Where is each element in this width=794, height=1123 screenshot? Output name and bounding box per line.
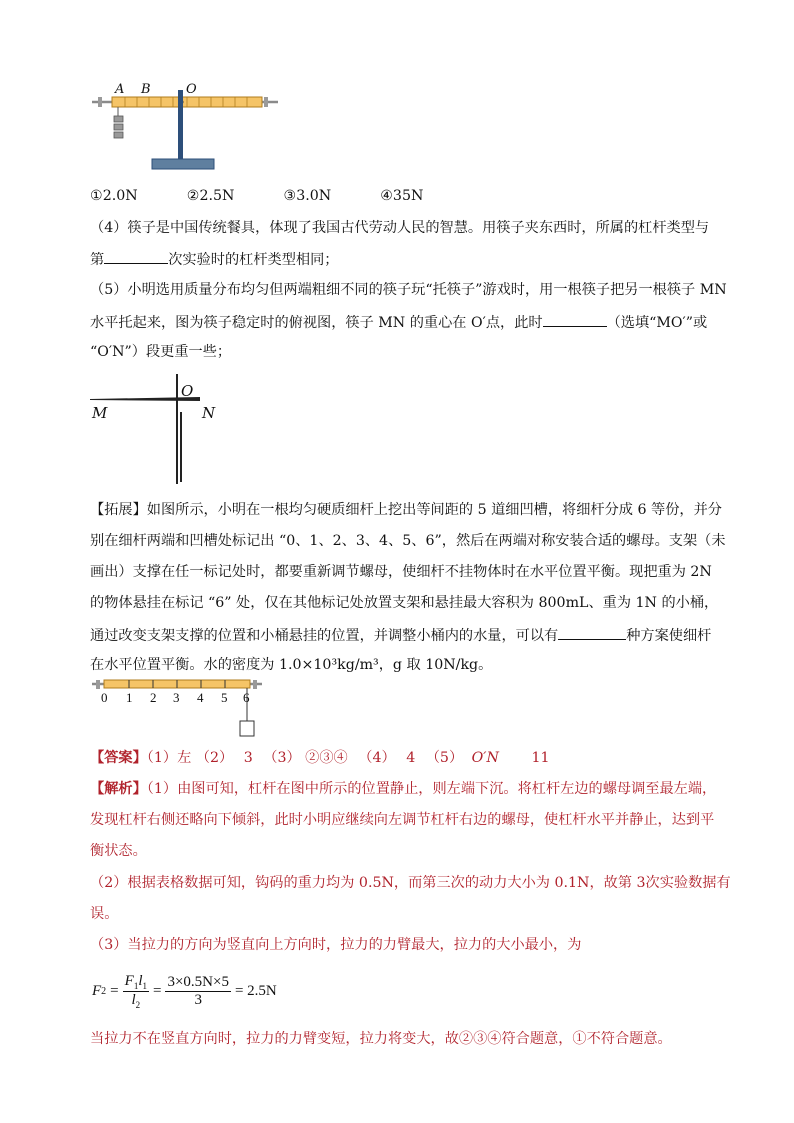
label-o: O	[186, 82, 197, 97]
answer-tag: 【答案】	[90, 750, 147, 766]
q5-line3: “O′N”）段更重一些；	[90, 344, 232, 360]
formula-lhs: F	[92, 982, 102, 999]
extension-line6: 在水平位置平衡。水的密度为 1.0×10³kg/m³，g 取 10N/kg。	[90, 657, 493, 673]
answer-part5: （5）	[425, 750, 464, 766]
extension-line5-pre: 通过改变支架支撑的位置和小桶悬挂的位置，并调整小桶内的水量，可以有	[90, 628, 559, 644]
formula-eq3: = 2.5N	[234, 982, 277, 999]
answer-part3: （3）	[263, 750, 301, 766]
answer-part4: （4）	[358, 750, 396, 766]
q4-line2-pre: 第	[90, 252, 105, 268]
figure-graduated-rod	[90, 677, 270, 739]
formula-eq2: =	[152, 982, 162, 999]
mark-0: 0	[101, 690, 108, 705]
formula-num-b: 3×0.5N×5	[167, 973, 229, 990]
answer-part3-value: ②③④	[305, 750, 348, 766]
mark-5: 5	[221, 690, 228, 705]
mark-2: 2	[150, 690, 157, 705]
figure-chopsticks	[90, 372, 230, 487]
answer-line	[90, 748, 550, 768]
formula-den: l	[131, 991, 136, 1008]
label-b: B	[141, 82, 151, 97]
answer-part2-value: 3	[243, 750, 253, 766]
analysis-line2: 发现杠杆右侧还略向下倾斜，此时小明应继续向左调节杠杆右边的螺母，使杠杆水平并静止，达到平	[90, 812, 715, 828]
q5-answer-blank[interactable]	[543, 311, 607, 327]
mark-6: 6	[243, 690, 250, 705]
mark-3: 3	[173, 690, 180, 705]
extension-line5	[90, 624, 711, 646]
formula-lhs-sub: 2	[101, 985, 107, 997]
extension-answer-blank[interactable]	[558, 624, 626, 640]
mark-1: 1	[126, 690, 133, 705]
analysis-line3: 衡状态。	[90, 843, 147, 859]
answer-part1: （1）左	[146, 750, 192, 766]
q5-line2	[90, 311, 707, 333]
options-line	[90, 186, 423, 206]
option-4: ④35N	[380, 188, 424, 204]
formula-num: F	[124, 972, 134, 989]
formula-den-b: 3	[194, 991, 202, 1008]
answer-part5-value: O′N	[471, 750, 499, 766]
analysis-line4: （2）根据表格数据可知，钩码的重力均为 0.5N，而第三次的动力大小为 0.1N，故第 3次实验数据有	[90, 875, 731, 891]
extension-line5-post: 种方案使细杆	[626, 628, 712, 644]
q4-answer-blank[interactable]	[104, 248, 168, 264]
q4-line1: （4）筷子是中国传统餐具，体现了我国古代劳动人民的智慧。用筷子夹东西时，所属的杠杆类型与	[90, 220, 710, 236]
formula-frac-b	[165, 974, 231, 1009]
chopsticks-drawing	[90, 372, 230, 487]
analysis-l1: （1）由图可知，杠杆在图中所示的位置静止，则左端下沉。将杠杆左边的螺母调至最左端，	[146, 781, 717, 797]
option-3: ③3.0N	[283, 188, 332, 204]
extension-line4: 的物体悬挂在标记 “6” 处，仅在其他标记处放置支架和悬挂最大容积为 800mL、重为 1N 的小桶，	[90, 595, 719, 611]
extension-line1: 【拓展】如图所示，小明在一根均匀硬质细杆上挖出等间距的 5 道细凹槽，将细杆分成 6 等份，并分	[90, 502, 722, 518]
answer-part6-value: 11	[531, 750, 550, 766]
formula-f2	[92, 968, 277, 1014]
mark-4: 4	[197, 690, 204, 705]
label-m: M	[92, 404, 108, 422]
figure-lever-stand	[90, 80, 280, 175]
graduated-rod-drawing	[90, 677, 270, 739]
formula-frac-a: $\frac{F_1l_1}{l_2}$	[124, 972, 147, 1010]
label-n: N	[202, 404, 216, 422]
q5-line1: （5）小明选用质量分布均匀但两端粗细不同的筷子玩“托筷子”游戏时，用一根筷子把另一根筷子 MN	[90, 282, 727, 298]
analysis-line7: 当拉力不在竖直方向时，拉力的力臂变短，拉力将变大，故②③④符合题意，①不符合题意。	[90, 1031, 672, 1047]
option-1: ①2.0N	[90, 188, 138, 204]
extension-line2: 别在细杆两端和凹槽处标记出 “0、1、2、3、4、5、6”，然后在两端对称安装合适的螺母。支架（未	[90, 533, 726, 549]
q5-line2-post: （选填“MO′”或	[606, 315, 708, 331]
q4-line2	[90, 248, 338, 270]
answer-part4-value: 4	[406, 750, 416, 766]
label-a: A	[115, 82, 125, 97]
option-2: ②2.5N	[186, 188, 235, 204]
q4-line2-post: 次实验时的杠杆类型相同；	[168, 252, 339, 268]
analysis-line1	[90, 779, 716, 799]
analysis-tag: 【解析】	[90, 781, 147, 797]
extension-line3: 画出）支撑在任一标记处时，都要重新调节螺母，使细杆不挂物体时在水平位置平衡。现把重为 2N	[90, 564, 712, 580]
analysis-line6: （3）当拉力的方向为竖直向上方向时，拉力的力臂最大，拉力的大小最小，为	[90, 937, 582, 953]
answer-part2: （2）	[195, 750, 234, 766]
q5-line2-pre: 水平托起来，图为筷子稳定时的俯视图，筷子 MN 的重心在 O′点，此时	[90, 315, 543, 331]
label-o-prime: O	[181, 382, 194, 400]
analysis-line5: 误。	[90, 906, 119, 922]
formula-eq: =	[110, 982, 119, 999]
